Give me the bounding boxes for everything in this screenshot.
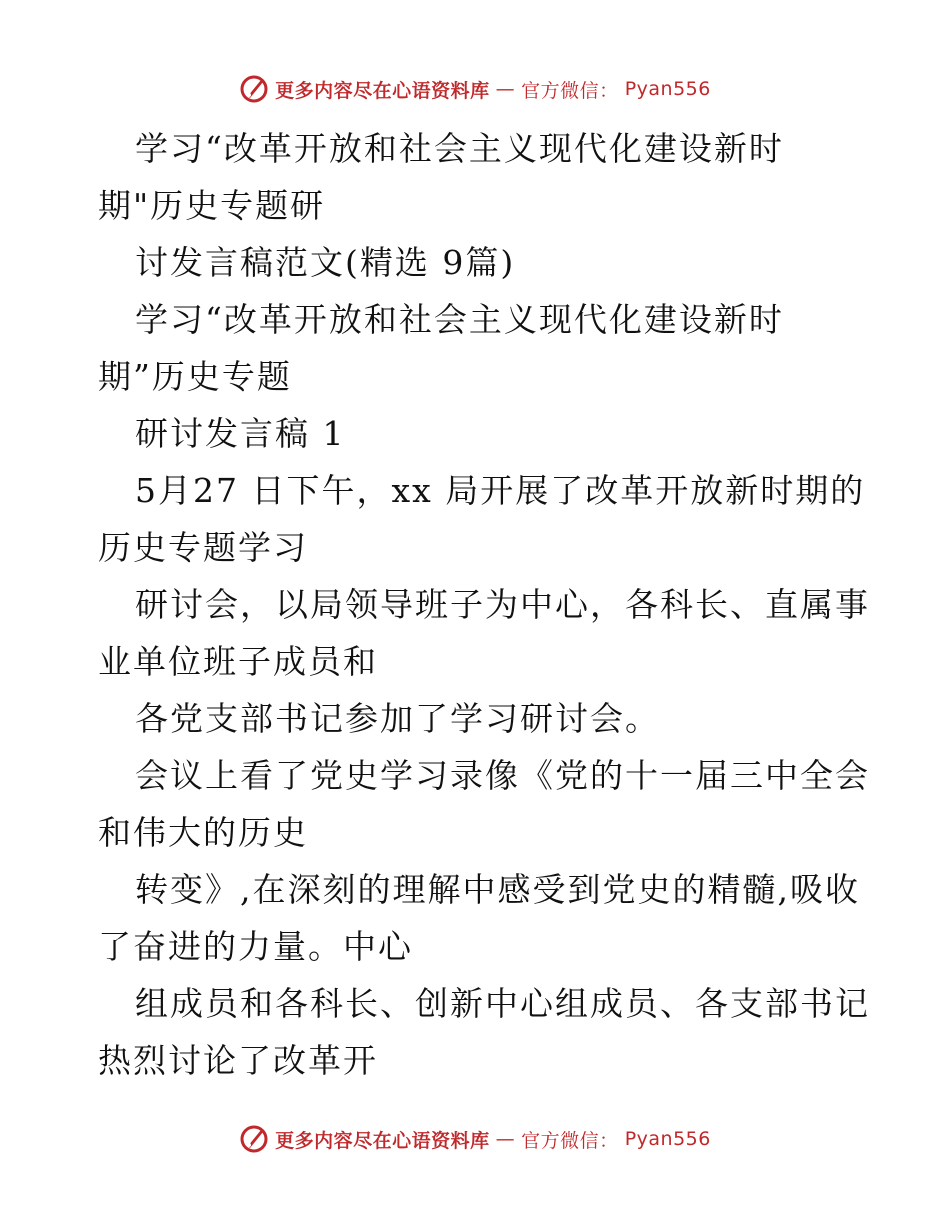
banner-wechat-id: Pyan556 [624,78,711,100]
footer-banner [0,1122,950,1156]
paragraph-line: 了奋进的力量。中心 [98,927,413,966]
quill-logo-icon [239,74,269,104]
header-banner [0,72,950,106]
paragraph-line: 5月27 日下午，xx 局开展了改革开放新时期的 [135,471,866,510]
paragraph-line: 会议上看了党史学习录像《党的十一届三中全会 [135,756,870,795]
paragraph-line: 研讨会，以局领导班子为中心，各科长、直属事 [135,585,870,624]
banner-main-text: 更多内容尽在心语资料库 [275,1129,490,1152]
paragraph-line: 讨发言稿范文(精选 9篇) [135,243,516,282]
banner-separator: — [495,78,516,100]
paragraph-line: 研讨发言稿 1 [135,414,346,453]
paragraph-line: 学习“改革开放和社会主义现代化建设新时 [135,300,784,339]
paragraph-line: 学习“改革开放和社会主义现代化建设新时 [135,129,784,168]
paragraph-line: 各党支部书记参加了学习研讨会。 [135,699,660,738]
paragraph-line: 组成员和各科长、创新中心组成员、各支部书记 [135,984,870,1023]
paragraph-line: 业单位班子成员和 [98,642,378,681]
banner-wechat-label: 官方微信： [521,1129,619,1152]
banner-main-text: 更多内容尽在心语资料库 [275,79,490,102]
paragraph-line: 转变》,在深刻的理解中感受到党史的精髓,吸收 [135,870,860,909]
paragraph-line: 期"历史专题研 [98,186,326,225]
banner-wechat-label: 官方微信： [521,79,619,102]
paragraph-line: 热烈讨论了改革开 [98,1041,378,1080]
paragraph-line: 期”历史专题 [98,357,292,396]
quill-logo-icon [239,1124,269,1154]
banner-wechat-id: Pyan556 [624,1128,711,1150]
banner-separator: — [495,1128,516,1150]
document-body [98,120,870,1089]
paragraph-line: 历史专题学习 [98,528,308,567]
paragraph-line: 和伟大的历史 [98,813,308,852]
